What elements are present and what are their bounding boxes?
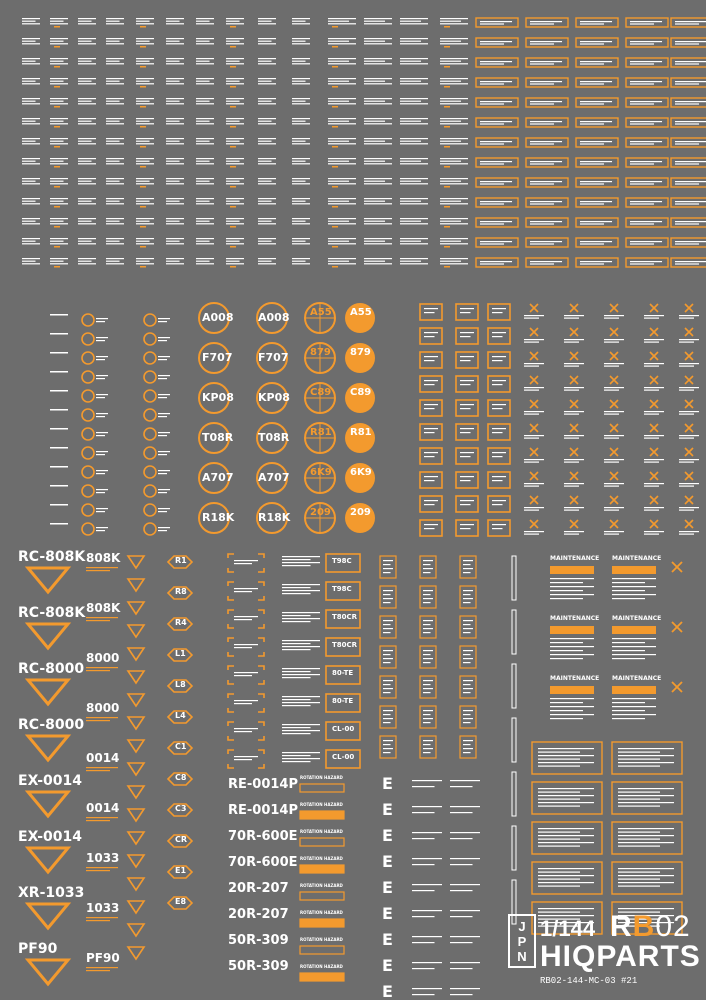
model-code-label: RE-0014P [228, 803, 298, 818]
e-glyph-decal: E [382, 826, 393, 845]
e-glyph-decal: E [382, 878, 393, 897]
triangle-code-label: 1033 [86, 901, 120, 915]
series-logo [610, 910, 691, 944]
code-ring-label: A707 [202, 471, 234, 484]
model-code-label: 50R-309 [228, 933, 289, 948]
maintenance-label: MAINTENANCE [550, 615, 600, 622]
model-code-label: 70R-600E [228, 829, 298, 844]
target-label: 6K9 [310, 467, 332, 478]
maintenance-label: MAINTENANCE [612, 615, 662, 622]
triangle-code-label: RC-808K [18, 549, 86, 565]
triangle-code-label: RC-8000 [18, 661, 85, 677]
target-label: A55 [350, 307, 372, 318]
e-glyph-decal: E [382, 852, 393, 871]
hazard-text: ROTATION HAZARD [300, 910, 343, 915]
small-code-label: CL-00 [332, 725, 355, 733]
hex-code-label: L4 [175, 711, 186, 720]
e-glyph-decal: E [382, 956, 393, 975]
hazard-text: ROTATION HAZARD [300, 856, 343, 861]
target-label: C89 [310, 387, 332, 398]
code-ring-label: R18K [258, 511, 291, 524]
scale-label: 1/144 [540, 916, 596, 941]
maintenance-label: MAINTENANCE [612, 675, 662, 682]
triangle-code-label: 808K [86, 551, 121, 565]
hex-code-label: C8 [175, 773, 187, 782]
small-code-label: T80CR [332, 641, 358, 649]
target-label: 209 [350, 507, 371, 518]
small-code-label: T98C [332, 557, 352, 565]
triangle-code-label: 8000 [86, 701, 120, 715]
hex-code-label: C3 [175, 804, 187, 813]
hex-code-label: CR [175, 835, 188, 844]
hazard-text: ROTATION HAZARD [300, 964, 343, 969]
code-ring-label: A008 [258, 311, 290, 324]
code-ring-label: A008 [202, 311, 234, 324]
code-ring-label: A707 [258, 471, 290, 484]
e-glyph-decal: E [382, 774, 393, 793]
code-ring-label: R18K [202, 511, 235, 524]
triangle-code-label: PF90 [86, 951, 120, 965]
hazard-text: ROTATION HAZARD [300, 802, 343, 807]
hazard-text: ROTATION HAZARD [300, 937, 343, 942]
small-code-label: 80-TE [332, 697, 354, 705]
hex-code-label: C1 [175, 742, 187, 751]
series-letter-r: R [610, 910, 633, 943]
hex-code-label: R8 [175, 587, 187, 596]
triangle-code-label: EX-0014 [18, 829, 82, 845]
maintenance-label: MAINTENANCE [550, 675, 600, 682]
small-code-label: 80-TE [332, 669, 354, 677]
target-label: A55 [310, 307, 332, 318]
target-label: 209 [310, 507, 331, 518]
model-code-label: 70R-600E [228, 855, 298, 870]
region-tag: JPN [508, 914, 536, 968]
e-glyph-decal: E [382, 930, 393, 949]
model-code-label: 20R-207 [228, 881, 289, 896]
e-glyph-decal: E [382, 904, 393, 923]
brand-block [508, 910, 701, 994]
small-code-label: T98C [332, 585, 352, 593]
hex-code-label: L8 [175, 680, 186, 689]
hex-code-label: R4 [175, 618, 187, 627]
target-label: R81 [350, 427, 372, 438]
triangle-code-label: 0014 [86, 801, 120, 815]
maker-logo: HIQPARTS [540, 940, 701, 973]
hex-code-label: E1 [175, 866, 187, 875]
target-label: 879 [350, 347, 371, 358]
target-label: C89 [350, 387, 372, 398]
target-label: 6K9 [350, 467, 372, 478]
small-code-label: CL-00 [332, 753, 355, 761]
maintenance-label: MAINTENANCE [612, 555, 662, 562]
product-code: RB02-144-MC-03 #21 [540, 976, 638, 986]
hex-code-label: L1 [175, 649, 186, 658]
triangle-code-label: XR-1033 [18, 885, 85, 901]
triangle-code-label: 808K [86, 601, 121, 615]
triangle-code-label: PF90 [18, 941, 58, 957]
triangle-code-label: 8000 [86, 651, 120, 665]
series-letter-b: B [632, 910, 656, 943]
hex-code-label: R1 [175, 556, 187, 565]
hazard-text: ROTATION HAZARD [300, 883, 343, 888]
code-ring-label: T08R [258, 431, 290, 444]
small-code-label: T80CR [332, 613, 358, 621]
triangle-code-label: EX-0014 [18, 773, 82, 789]
model-code-label: RE-0014P [228, 777, 298, 792]
code-ring-label: T08R [202, 431, 234, 444]
e-glyph-decal: E [382, 800, 393, 819]
model-code-label: 50R-309 [228, 959, 289, 974]
code-ring-label: KP08 [202, 391, 234, 404]
target-label: R81 [310, 427, 332, 438]
hex-code-label: E8 [175, 897, 187, 906]
e-glyph-decal: E [382, 982, 393, 1000]
code-ring-label: F707 [202, 351, 233, 364]
series-number: 02 [655, 910, 691, 943]
triangle-code-label: 1033 [86, 851, 120, 865]
hazard-text: ROTATION HAZARD [300, 829, 343, 834]
triangle-code-label: RC-8000 [18, 717, 85, 733]
triangle-code-label: RC-808K [18, 605, 86, 621]
code-ring-label: F707 [258, 351, 289, 364]
model-code-label: 20R-207 [228, 907, 289, 922]
triangle-code-label: 0014 [86, 751, 120, 765]
hazard-text: ROTATION HAZARD [300, 775, 343, 780]
target-label: 879 [310, 347, 331, 358]
maintenance-label: MAINTENANCE [550, 555, 600, 562]
code-ring-label: KP08 [258, 391, 290, 404]
